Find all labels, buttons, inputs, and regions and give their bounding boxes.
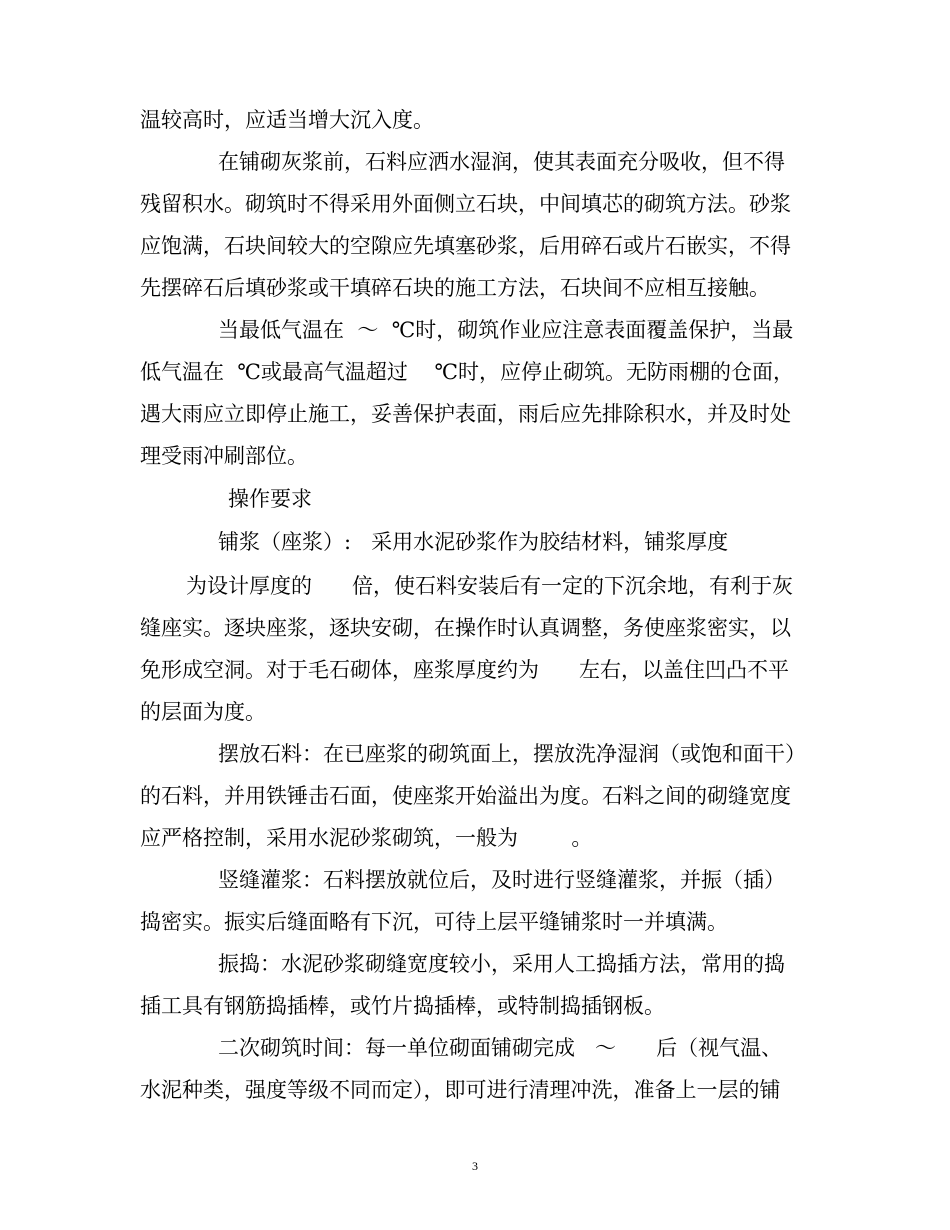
text-line: 插工具有钢筋捣插棒，或竹片捣插棒，或特制捣插钢板。: [140, 994, 665, 1018]
text-line: 二次砌筑时间：每一单位砌面铺砌完成 ～ 后（视气温、: [218, 1036, 783, 1060]
text-line: 铺浆（座浆）: 采用水泥砂浆作为胶结材料，铺浆厚度: [218, 530, 729, 554]
text-line: 缝座实。逐块座浆，逐块安砌，在操作时认真调整，务使座浆密实，以: [140, 616, 791, 640]
text-line: 理受雨冲刷部位。: [140, 444, 308, 468]
text-line: 当最低气温在 ～ ℃时，砌筑作业应注意表面覆盖保护，当最: [218, 318, 794, 342]
text-line: 的石料，并用铁锤击石面，使座浆开始溢出为度。石料之间的砌缝宽度: [140, 784, 791, 808]
text-line: 捣密实。振实后缝面略有下沉，可待上层平缝铺浆时一并填满。: [140, 910, 728, 934]
text-line: 振捣：水泥砂浆砌缝宽度较小，采用人工捣插方法，常用的捣: [218, 952, 785, 976]
text-line: 先摆碎石后填砂浆或干填碎石块的施工方法，石块间不应相互接触。: [140, 276, 770, 300]
text-line: 低气温在 ℃或最高气温超过 ℃时，应停止砌筑。无防雨棚的仓面，: [140, 360, 795, 384]
text-line: 竖缝灌浆：石料摆放就位后，及时进行竖缝灌浆，并振（插）: [218, 868, 785, 892]
text-line: 摆放石料：在已座浆的砌筑面上，摆放洗净湿润（或饱和面干）: [218, 742, 806, 766]
text-line: 温较高时，应适当增大沉入度。: [140, 108, 434, 132]
text-line: 免形成空洞。对于毛石砌体，座浆厚度约为 左右，以盖住凹凸不平: [140, 658, 790, 682]
text-line: 残留积水。砌筑时不得采用外面侧立石块，中间填芯的砌筑方法。砂浆: [140, 192, 791, 216]
text-line: 遇大雨应立即停止施工，妥善保护表面，雨后应先排除积水，并及时处: [140, 402, 791, 426]
text-line: 为设计厚度的 倍，使石料安装后有一定的下沉余地，有利于灰: [186, 574, 794, 598]
text-line: 水泥种类，强度等级不同而定），即可进行清理冲洗，准备上一层的铺: [140, 1078, 781, 1102]
page-number: 3: [472, 1159, 478, 1173]
text-line: 的层面为度。: [140, 700, 266, 724]
text-line: 应饱满，石块间较大的空隙应先填塞砂浆，后用碎石或片石嵌实，不得: [140, 234, 791, 258]
text-line: 应严格控制，采用水泥砂浆砌筑，一般为 。: [140, 826, 593, 850]
text-line: 在铺砌灰浆前，石料应洒水湿润，使其表面充分吸收，但不得: [218, 150, 785, 174]
section-heading: 操作要求: [228, 487, 312, 511]
